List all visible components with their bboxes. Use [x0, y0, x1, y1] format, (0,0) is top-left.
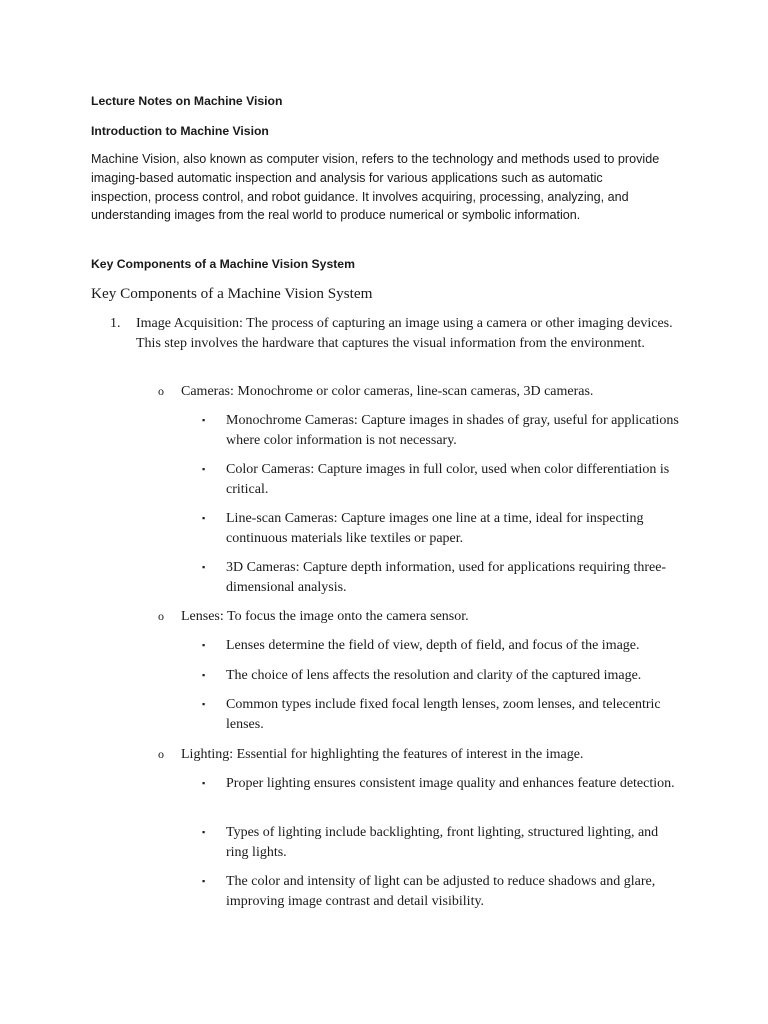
components-heading-serif: Key Components of a Machine Vision System	[91, 285, 373, 302]
lighting-item: Lighting: Essential for highlighting the features of interest in the image.	[181, 747, 584, 762]
3d-cameras-item: 3D Cameras: Capture depth information, used for applications requiring three-dimensional analysis.	[226, 560, 667, 595]
square-bullet: ▪	[202, 778, 206, 788]
lighting-types-item: Types of lighting include backlighting, front lighting, structured lighting, and ring lights.	[226, 825, 659, 860]
monochrome-cameras-item: Monochrome Cameras: Capture images in shades of gray, useful for applications where color information is not necessary.	[226, 413, 679, 448]
square-bullet: ▪	[202, 827, 206, 837]
intro-paragraph: Machine Vision, also known as computer vision, refers to the technology and methods used to provide imaging-based automatic inspection and analysis for various applications such as automatic inspection, process control, and robot guidance. It involves acquiring, processing, analyzing, and understanding images from the real world to produce numerical or symbolic information.	[91, 152, 660, 223]
lens-types-item: Common types include fixed focal length lenses, zoom lenses, and telecentric lenses.	[226, 697, 661, 732]
components-heading: Key Components of a Machine Vision System	[91, 257, 355, 271]
lenses-item: Lenses: To focus the image onto the camera sensor.	[181, 609, 469, 624]
document-title: Lecture Notes on Machine Vision	[91, 94, 283, 108]
square-bullet: ▪	[202, 415, 206, 425]
square-bullet: ▪	[202, 640, 206, 650]
image-acquisition-item: Image Acquisition: The process of capturing an image using a camera or other imaging devices. This step involves the hardware that captures the visual information from the environment.	[136, 316, 673, 351]
circle-bullet: o	[158, 747, 164, 761]
circle-bullet: o	[158, 609, 164, 623]
color-cameras-item: Color Cameras: Capture images in full color, used when color differentiation is critical.	[226, 462, 670, 497]
lens-choice-item: The choice of lens affects the resolution and clarity of the captured image.	[226, 668, 642, 683]
list-number-marker: 1.	[110, 316, 121, 331]
square-bullet: ▪	[202, 464, 206, 474]
square-bullet: ▪	[202, 562, 206, 572]
square-bullet: ▪	[202, 876, 206, 886]
square-bullet: ▪	[202, 699, 206, 709]
square-bullet: ▪	[202, 670, 206, 680]
circle-bullet: o	[158, 384, 164, 398]
cameras-item: Cameras: Monochrome or color cameras, line-scan cameras, 3D cameras.	[181, 384, 594, 399]
lenses-field-of-view-item: Lenses determine the field of view, depth of field, and focus of the image.	[226, 638, 640, 653]
line-scan-cameras-item: Line-scan Cameras: Capture images one line at a time, ideal for inspecting continuous materials like textiles or paper.	[226, 511, 644, 546]
intro-heading: Introduction to Machine Vision	[91, 124, 269, 138]
square-bullet: ▪	[202, 513, 206, 523]
proper-lighting-item: Proper lighting ensures consistent image quality and enhances feature detection.	[226, 776, 675, 791]
light-color-intensity-item: The color and intensity of light can be adjusted to reduce shadows and glare, improving image contrast and detail visibility.	[226, 874, 656, 909]
